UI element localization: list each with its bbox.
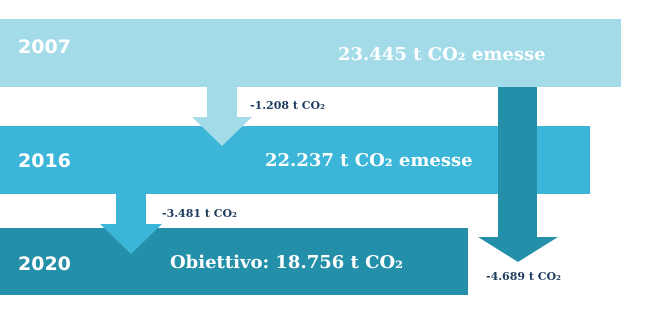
- year-2020: 2020: [18, 253, 71, 275]
- value-2007: 23.445 t CO₂ emesse: [338, 44, 546, 65]
- arrow-2016-to-2020: [100, 194, 162, 254]
- year-2007: 2007: [18, 36, 71, 58]
- reduction-total: -4.689 t CO₂: [486, 270, 561, 283]
- arrow-total: [478, 87, 558, 262]
- year-2016: 2016: [18, 150, 71, 172]
- value-2020: Obiettivo: 18.756 t CO₂: [170, 252, 404, 273]
- arrow-2007-to-2016: [192, 87, 252, 147]
- reduction-2016-2020: -3.481 t CO₂: [162, 207, 237, 220]
- value-2016: 22.237 t CO₂ emesse: [265, 150, 473, 171]
- reduction-2007-2016: -1.208 t CO₂: [250, 99, 325, 112]
